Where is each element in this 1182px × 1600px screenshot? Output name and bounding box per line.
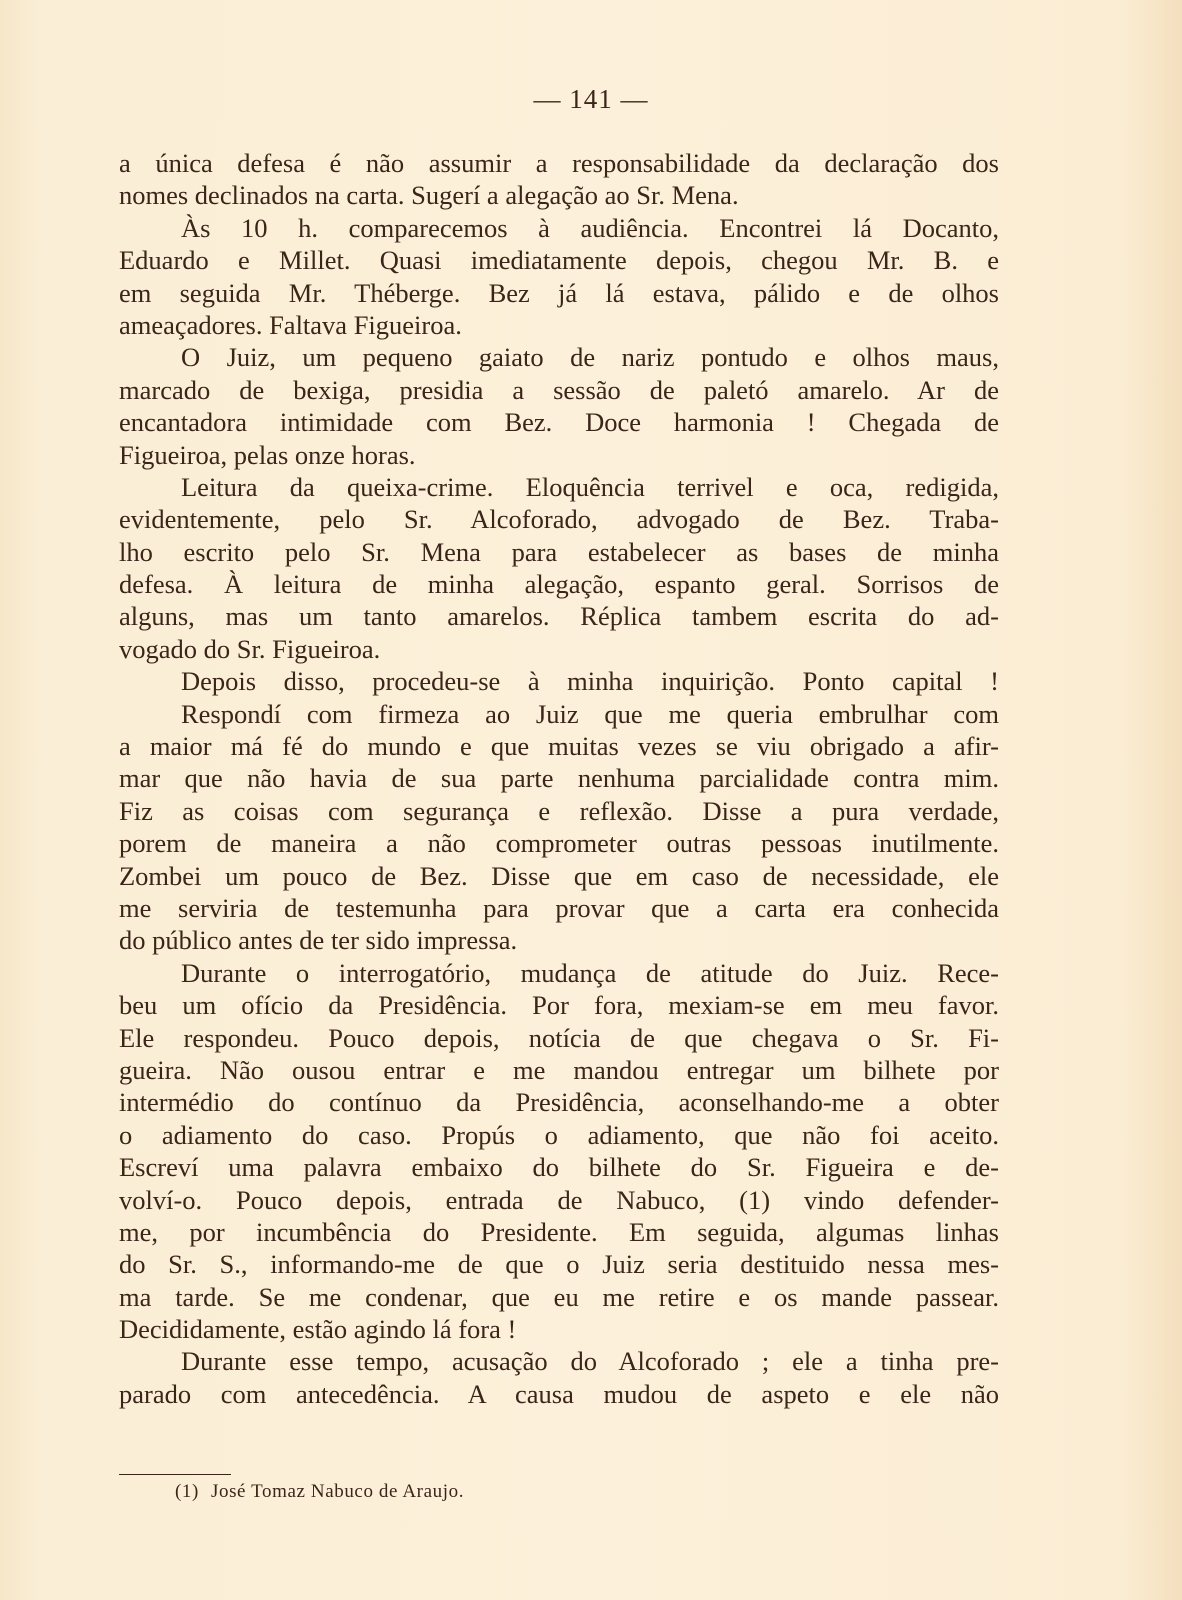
text-line: encantadora intimidade com Bez. Doce harmonia ! Chegada de [119,407,999,438]
text-line: Depois disso, procedeu-se à minha inquirição. Ponto capital ! [181,666,999,697]
text-line: me serviria de testemunha para provar que a carta era conhecida [119,892,999,923]
text-line: marcado de bexiga, presidia a sessão de paletó amarelo. Ar de [119,374,999,405]
text-line: Durante o interrogatório, mudança de atitude do Juiz. Rece- [181,957,999,988]
text-line: Eduardo e Millet. Quasi imediatamente depois, chegou Mr. B. e [119,245,999,276]
text-line: Escreví uma palavra embaixo do bilhete do Sr. Figueira e de- [119,1152,999,1183]
text-line: parado com antecedência. A causa mudou de aspeto e ele não [119,1378,999,1409]
footnote-divider [119,1474,231,1475]
text-line: O Juiz, um pequeno gaiato de nariz pontudo e olhos maus, [181,342,999,373]
text-line: Às 10 h. comparecemos à audiência. Encontrei lá Docanto, [181,212,999,243]
footnote [175,1480,464,1504]
text-line: vogado do Sr. Figueiroa. [119,633,381,664]
text-line: porem de maneira a não comprometer outras pessoas inutilmente. [119,828,999,859]
text-line: o adiamento do caso. Propús o adiamento, que não foi aceito. [119,1119,999,1150]
text-line: do público antes de ter sido impressa. [119,925,518,956]
text-line: ma tarde. Se me condenar, que eu me retire e os mande passear. [119,1281,999,1312]
page-number: — 141 — [533,84,649,114]
text-line: nomes declinados na carta. Sugerí a alegação ao Sr. Mena. [119,180,739,211]
text-line: mar que não havia de sua parte nenhuma parcialidade contra mim. [119,763,999,794]
text-line: beu um ofício da Presidência. Por fora, mexiam-se em meu favor. [119,990,999,1021]
text-line: volví-o. Pouco depois, entrada de Nabuco, (1) vindo defender- [119,1184,999,1215]
body-text [119,147,999,1410]
text-line: Fiz as coisas com segurança e reflexão. Disse a pura verdade, [119,795,999,826]
footnote-marker: (1) [175,1481,199,1502]
text-line: Decididamente, estão agindo lá fora ! [119,1314,517,1345]
text-line: gueira. Não ousou entrar e me mandou entregar um bilhete por [119,1054,999,1085]
text-line: ameaçadores. Faltava Figueiroa. [119,309,462,340]
text-line: Ele respondeu. Pouco depois, notícia de que chegava o Sr. Fi- [119,1022,999,1053]
text-line: a maior má fé do mundo e que muitas vezes se viu obrigado a afir- [119,731,999,762]
text-line: intermédio do contínuo da Presidência, aconselhando-me a obter [119,1087,999,1118]
text-line: Leitura da queixa-crime. Eloquência terrivel e oca, redigida, [181,471,999,502]
text-line: Respondí com firmeza ao Juiz que me queria embrulhar com [181,698,999,729]
text-line: lho escrito pelo Sr. Mena para estabelecer as bases de minha [119,536,999,567]
text-line: Zombei um pouco de Bez. Disse que em caso de necessidade, ele [119,860,999,891]
text-line: alguns, mas um tanto amarelos. Réplica tambem escrita do ad- [119,601,999,632]
text-line: em seguida Mr. Théberge. Bez já lá estava, pálido e de olhos [119,277,999,308]
text-line: Durante esse tempo, acusação do Alcoforado ; ele a tinha pre- [181,1346,999,1377]
text-line: me, por incumbência do Presidente. Em seguida, algumas linhas [119,1216,999,1247]
text-line: do Sr. S., informando-me de que o Juiz seria destituido nessa mes- [119,1249,999,1280]
text-line: Figueiroa, pelas onze horas. [119,439,416,470]
text-line: defesa. À leitura de minha alegação, espanto geral. Sorrisos de [119,569,999,600]
text-line: a única defesa é não assumir a responsabilidade da declaração dos [119,148,999,178]
text-line: evidentemente, pelo Sr. Alcoforado, advogado de Bez. Traba- [119,504,999,535]
footnote-text: José Tomaz Nabuco de Araujo. [210,1481,465,1502]
